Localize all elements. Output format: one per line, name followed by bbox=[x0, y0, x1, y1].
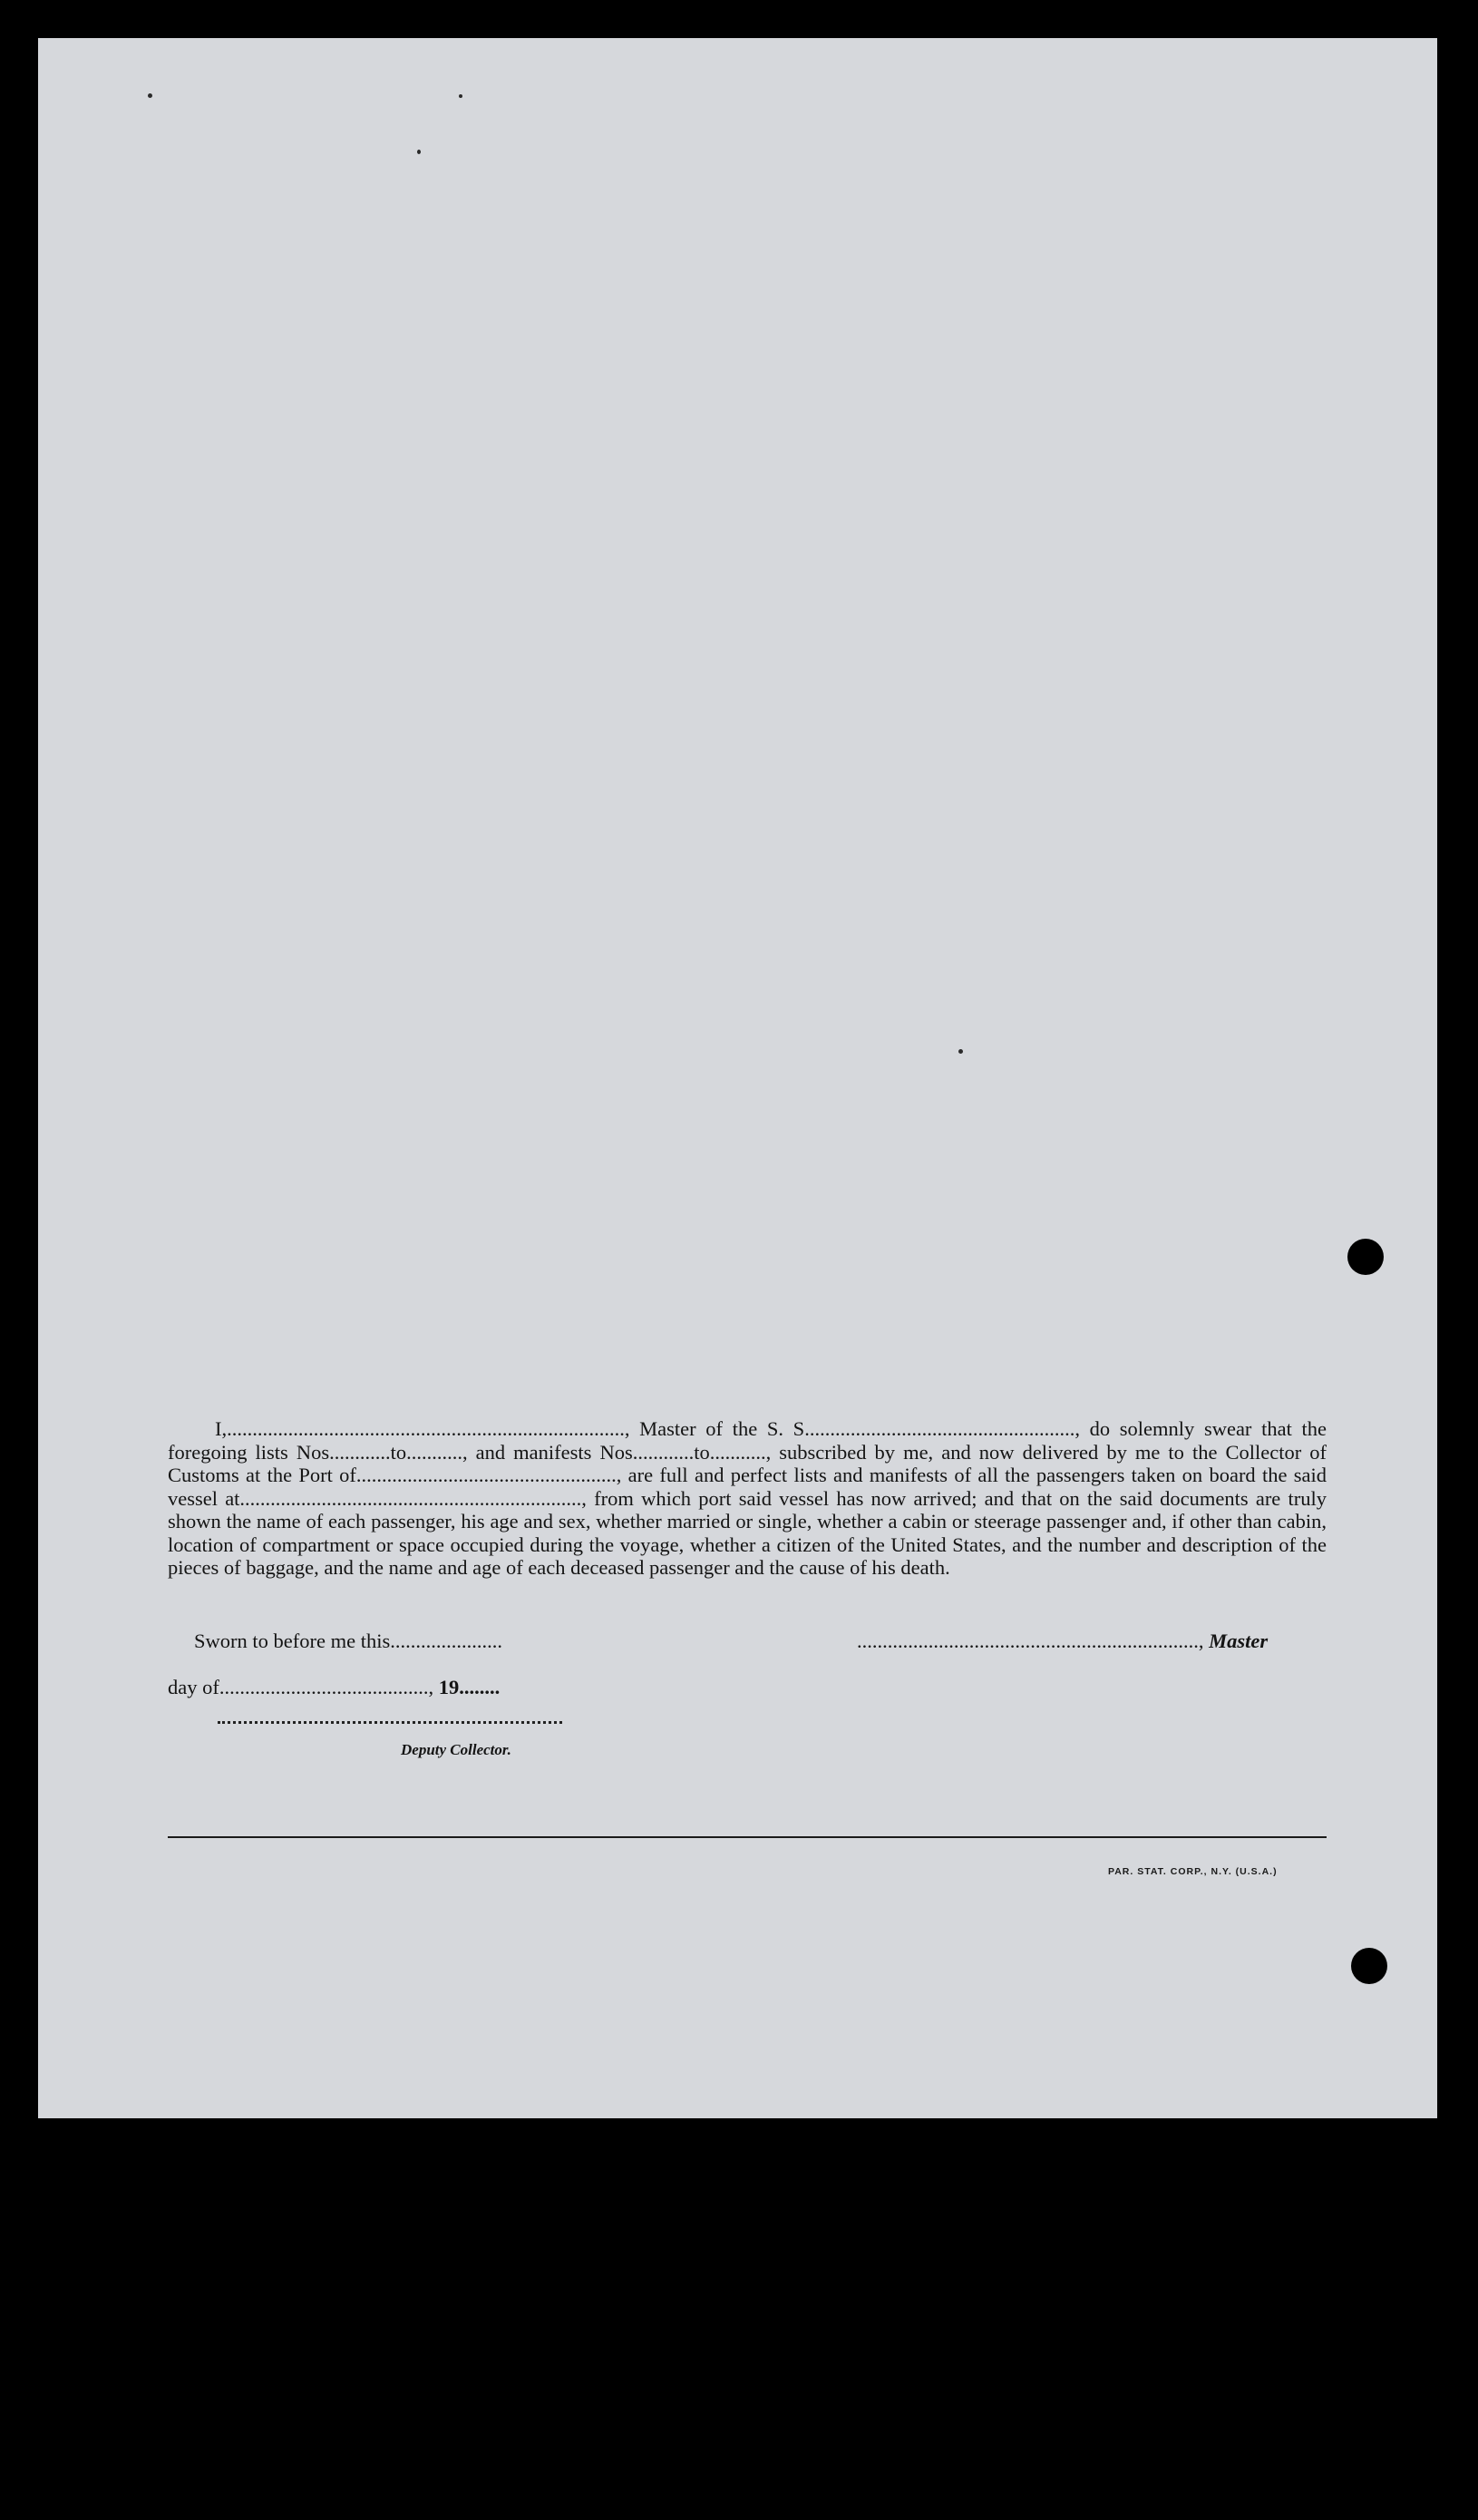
day-of-line bbox=[168, 1676, 500, 1699]
footer-rule bbox=[168, 1836, 1327, 1838]
punch-hole bbox=[1347, 1239, 1384, 1275]
scan-speck bbox=[459, 94, 462, 98]
deputy-signature-line bbox=[218, 1721, 562, 1724]
master-label: Master bbox=[1209, 1630, 1269, 1652]
master-signature-dots: ..................................................................., bbox=[857, 1630, 1210, 1652]
oath-paragraph: I,.............................................................................., Master of the S. S....................................................., do solemnly swear that the foregoing lists Nos............to..........., and manifests Nos............to..........., subscribed by me, and now delivered by me to the Collector of Customs at the Port of..................................................., are full and perfect lists and manifests of all the passengers taken on board the said vessel at..................................................................., from which port said vessel has now arrived; and that on the said documents are truly shown the name of each passenger, his age and sex, whether married or single, whether a cabin or steerage passenger and, if other than cabin, location of compartment or space occupied during the voyage, whether a citizen of the United States, and the number and description of the pieces of baggage, and the name and age of each deceased passenger and the cause of his death. bbox=[168, 1417, 1327, 1579]
deputy-collector-label: Deputy Collector. bbox=[401, 1741, 511, 1758]
sworn-before-line: Sworn to before me this...................... bbox=[194, 1630, 502, 1652]
year-text: 19........ bbox=[438, 1676, 501, 1698]
master-signature-line bbox=[857, 1630, 1268, 1653]
scan-speck bbox=[958, 1049, 963, 1054]
document-sheet bbox=[38, 38, 1437, 2118]
scan-speck bbox=[148, 93, 152, 98]
printer-imprint: PAR. STAT. CORP., N.Y. (U.S.A.) bbox=[1108, 1866, 1278, 1877]
scan-speck bbox=[417, 150, 421, 154]
day-of-text: day of........................................., bbox=[168, 1676, 439, 1698]
punch-hole bbox=[1351, 1948, 1387, 1984]
